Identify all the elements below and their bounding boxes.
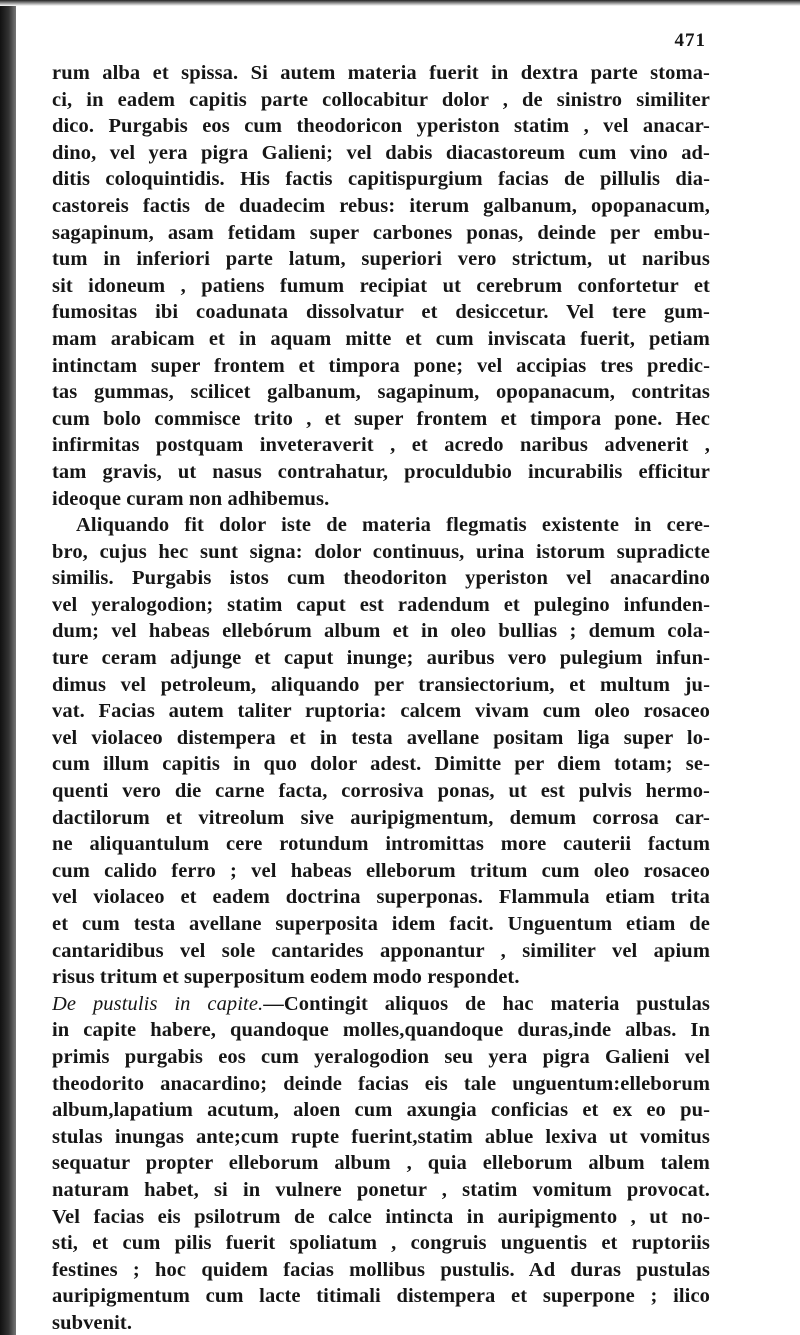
line-text: naturam habet, si in vulnere ponetur , statim vomitum provocat. [52,1178,710,1201]
line-text: ture ceram adjunge et caput inunge; auribus vero pulegium infun- [52,647,710,670]
text-line [52,299,710,326]
text-line [52,964,710,991]
line-text: ditis coloquintidis. His factis capitispurgium facias de pillulis dia- [52,168,710,191]
text-line [52,751,710,778]
line-text: festines ; hoc quidem facias mollibus pustulis. Ad duras pustulas [52,1258,710,1281]
line-text: in capite habere, quandoque molles,quandoque duras,inde albas. In [52,1019,710,1042]
top-shadow [0,0,800,6]
text-line [52,246,710,273]
text-line [52,486,710,513]
line-text: cum calido ferro ; vel habeas elleborum tritum cum oleo rosaceo [52,859,710,882]
text-block [52,60,710,1335]
text-line [52,432,710,459]
text-line [52,858,710,885]
text-line [52,1124,710,1151]
line-text: tum in inferiori parte latum, superiori vero strictum, ut naribus [52,248,710,271]
line-text: dum; vel habeas ellebórum album et in oleo bullias ; demum cola- [52,620,710,643]
text-line [52,193,710,220]
line-text: auripigmentum cum lacte titimali distempera et superpone ; ilico [52,1285,710,1308]
text-line [52,273,710,300]
line-text: vel violaceo distempera et in testa avellane positam liga super lo- [52,726,710,749]
text-line [52,326,710,353]
line-text: risus tritum et superpositum eodem modo respondet. [52,966,520,989]
line-text: —Contingit aliquos de hac materia pustulas [263,992,710,1015]
text-line [52,725,710,752]
section-heading: De pustulis in capite. [52,992,264,1015]
text-line [52,166,710,193]
text-line [52,1177,710,1204]
text-line [52,1257,710,1284]
text-line [52,672,710,699]
line-text: ne aliquantulum cere rotundum intromittas more cauterii factum [52,833,710,856]
text-line [52,911,710,938]
line-text: infirmitas postquam inveteraverit , et acredo naribus advenerit , [52,434,710,457]
text-line [52,140,710,167]
text-line [52,353,710,380]
line-text: Vel facias eis psilotrum de calce intincta in auripigmento , ut no- [52,1205,710,1228]
text-line [52,1071,710,1098]
text-line [52,1017,710,1044]
line-text: bro, cujus hec sunt signa: dolor continuus, urina istorum supradicte [52,540,710,563]
line-text: album,lapatium acutum, aloen cum axungia conficias et ex eo pu- [52,1099,710,1122]
line-text: vat. Facias autem taliter ruptoria: calcem vivam cum oleo rosaceo [52,700,710,723]
line-text: vel violaceo et eadem doctrina superponas. Flammula etiam trita [52,886,710,909]
text-line [52,592,710,619]
line-text: sagapinum, asam fetidam super carbones ponas, deinde per embu- [52,221,710,244]
text-line [52,831,710,858]
line-text: sti, et cum pilis fuerit spoliatum , congruis unguentis et ruptoriis [52,1232,710,1255]
text-line [52,938,710,965]
line-text: dino, vel yera pigra Galieni; vel dabis diacastoreum cum vino ad- [52,141,710,164]
text-line [52,87,710,114]
line-text: fumositas ibi coadunata dissolvatur et desiccetur. Vel tere gum- [52,301,710,324]
text-line [52,113,710,140]
line-text: theodorito anacardino; deinde facias eis tale unguentum:elleborum [52,1072,710,1095]
line-text: mam arabicam et in aquam mitte et cum inviscata fuerit, petiam [52,327,710,350]
line-text: tam gravis, ut nasus contrahatur, proculdubio incurabilis efficitur [52,460,710,483]
page-number: 471 [674,30,706,51]
line-text: intinctam super frontem et timpora pone; vel accipias tres predic- [52,354,710,377]
text-line [52,512,710,539]
line-text: sit idoneum , patiens fumum recipiat ut cerebrum confortetur et [52,274,710,297]
line-text: ideoque curam non adhibemus. [52,487,330,510]
text-line [52,618,710,645]
text-line [52,1204,710,1231]
text-line [52,406,710,433]
line-text: dico. Purgabis eos cum theodoricon yperiston statim , vel anacar- [52,115,710,138]
text-line [52,1310,710,1335]
text-line [52,698,710,725]
line-text: et cum testa avellane superposita idem facit. Unguentum etiam de [52,913,710,935]
line-text: primis purgabis eos cum yeralogodion seu yera pigra Galieni vel [52,1045,710,1068]
text-line [52,1097,710,1124]
line-text: quenti vero die carne facta, corrosiva ponas, ut est pulvis hermo- [52,780,710,803]
line-text: vel yeralogodion; statim caput est radendum et pulegino infunden- [52,593,710,616]
text-line [52,991,710,1018]
text-line [52,1283,710,1310]
text-line [52,565,710,592]
text-line [52,645,710,672]
text-line [52,778,710,805]
text-line [52,884,710,911]
text-line [52,220,710,247]
line-text: dactilorum et vitreolum sive auripigmentum, demum corrosa car- [52,806,710,829]
text-line [52,1044,710,1071]
line-text: Aliquando fit dolor iste de materia flegmatis existente in cere- [76,514,710,537]
line-text: dimus vel petroleum, aliquando per transiectorium, et multum ju- [52,673,710,696]
line-text: cum bolo commisce trito , et super frontem et timpora pone. Hec [52,407,710,430]
line-text: cum illum capitis in quo dolor adest. Dimitte per diem totam; se- [52,753,710,776]
text-line [52,60,710,87]
line-text: castoreis factis de duadecim rebus: iterum galbanum, opopanacum, [52,194,710,217]
line-text: rum alba et spissa. Si autem materia fuerit in dextra parte stoma- [52,62,710,84]
line-text: ci, in eadem capitis parte collocabitur dolor , de sinistro similiter [52,88,710,111]
line-text: sequatur propter elleborum album , quia elleborum album talem [52,1152,710,1175]
text-line [52,539,710,566]
line-text: cantaridibus vel sole cantarides apponantur , similiter vel apium [52,939,710,962]
text-line [52,379,710,406]
line-text: stulas inungas ante;cum rupte fuerint,statim ablue lexiva ut vomitus [52,1125,710,1148]
text-line [52,1150,710,1177]
text-line [52,805,710,832]
line-text: tas gummas, scilicet galbanum, sagapinum, opopanacum, contritas [52,381,710,404]
text-line [52,1230,710,1257]
line-text: subvenit. [52,1311,133,1334]
text-line [52,459,710,486]
binding-shadow [0,0,16,1335]
line-text: similis. Purgabis istos cum theodoriton yperiston vel anacardino [52,567,710,590]
